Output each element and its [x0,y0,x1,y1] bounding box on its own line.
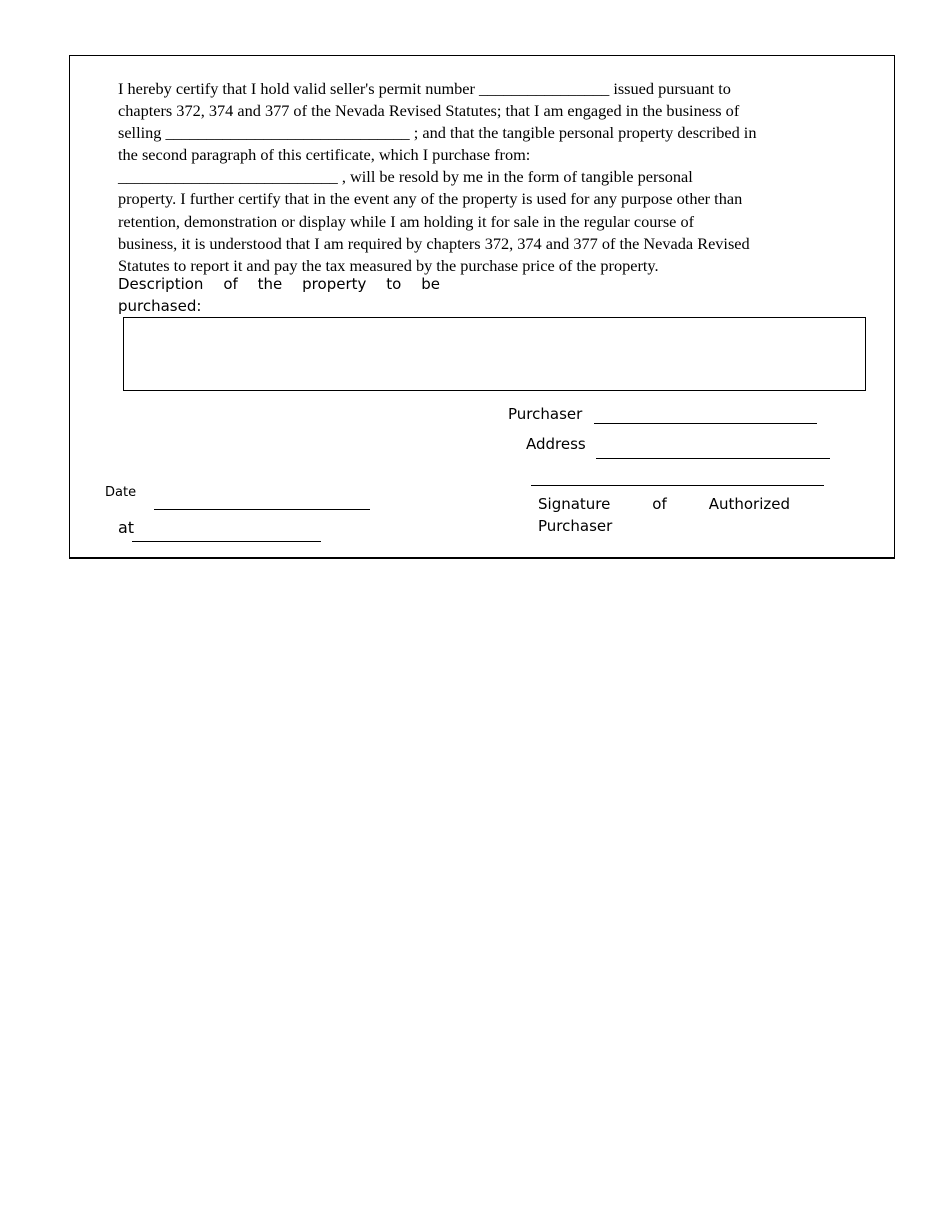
certification-line-2: chapters 372, 374 and 377 of the Nevada Revised Statutes; that I am engaged in the business of [118,101,740,121]
signature-label-line-1 [538,493,790,515]
at-label: at [118,518,135,537]
description-word: Description [118,275,204,293]
signature-word: Authorized [708,495,790,513]
certification-line-7: retention, demonstration or display while I am holding it for sale in the regular course of [118,211,695,231]
certification-line-9: Statutes to report it and pay the tax measured by the purchase price of the property. [118,255,659,275]
certification-line-4: the second paragraph of this certificate, which I purchase from: [118,145,531,165]
signature-label [538,493,790,537]
date-label: Date [105,485,137,500]
description-label [118,273,448,317]
description-word: the [257,275,283,293]
description-word: be [421,275,440,293]
certification-line-1: I hereby certify that I hold valid seller's permit number ________________ issued pursuant to [118,79,731,98]
location-field[interactable] [132,541,321,542]
purchaser-field[interactable] [594,423,817,424]
certification-line-8: business, it is understood that I am required by chapters 372, 374 and 377 of the Nevada Revised [118,233,750,253]
description-label-line-1 [118,273,440,295]
signature-field[interactable] [531,485,824,486]
certification-paragraph [118,78,848,277]
signature-label-line-2: Purchaser [538,517,613,535]
address-field[interactable] [596,458,830,459]
date-field[interactable] [154,509,370,510]
description-word: to [386,275,402,293]
certification-line-3: selling ______________________________ ; and that the tangible personal property described in [118,123,757,143]
purchaser-label: Purchaser [508,405,583,423]
description-label-line-2: purchased: [118,297,202,315]
description-input-box[interactable] [123,317,866,391]
signature-word: of [652,495,667,513]
signature-word: Signature [538,495,611,513]
description-word: of [223,275,238,293]
address-label: Address [526,435,586,453]
description-word: property [302,275,367,293]
certification-line-6: property. I further certify that in the event any of the property is used for any purpose other than [118,189,743,209]
certification-line-5: ___________________________ , will be resold by me in the form of tangible personal [118,167,693,187]
